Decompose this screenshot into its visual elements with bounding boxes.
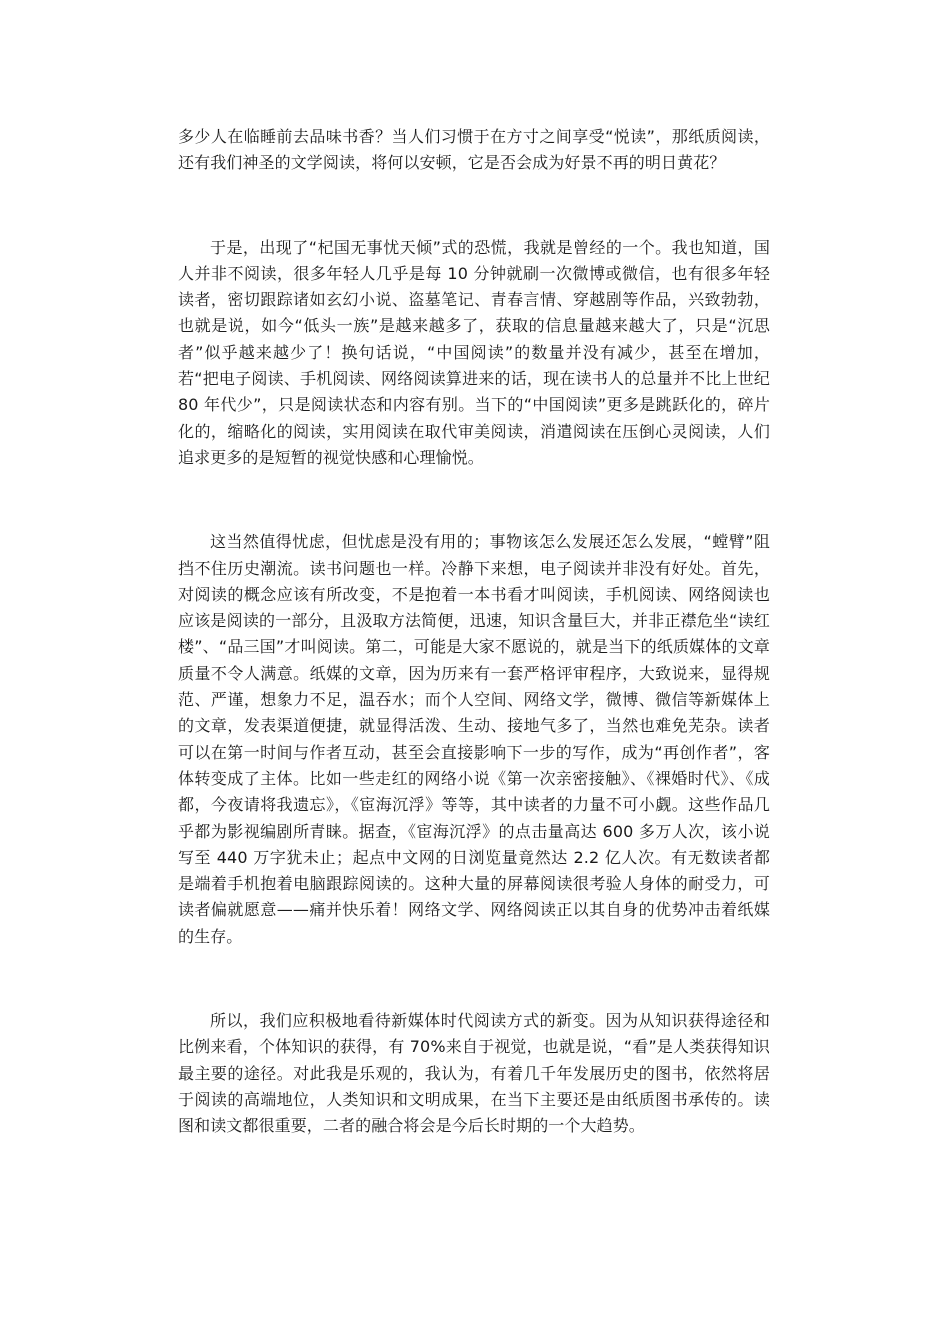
paragraph-2: 于是，出现了“杞国无事忧天倾”式的恐慌，我就是曾经的一个。我也知道，国人并非不阅读，很多年轻人几乎是每 10 分钟就刷一次微博或微信，也有很多年轻读者，密切跟踪诸如玄幻小说、盗墓笔记、青春言情、穿越剧等作品，兴致勃勃，也就是说，如今“低头一族”是越来越多了，获取的信息量越来越大了，只是“沉思者”似乎越来越少了！换句话说，“中国阅读”的数量并没有减少，甚至在增加，若“把电子阅读、手机阅读、网络阅读算进来的话，现在读书人的总量并不比上世纪 80 年代少”，只是阅读状态和内容有别。当下的“中国阅读”更多是跳跃化的，碎片化的，缩略化的阅读，实用阅读在取代审美阅读，消遣阅读在压倒心灵阅读，人们追求更多的是短暂的视觉快感和心理愉悦。 <box>178 237 770 467</box>
paragraph-spacer <box>178 950 770 1008</box>
paragraph-4: 所以，我们应积极地看待新媒体时代阅读方式的新变。因为从知识获得途径和比例来看，个体知识的获得，有 70%来自于视觉，也就是说，“看”是人类获得知识最主要的途径。对此我是乐观的，我认为，有着几千年发展历史的图书，依然将居于阅读的高端地位，人类知识和文明成果，在当下主要还是由纸质图书承传的。读图和读文都很重要，二者的融合将会是今后长时期的一个大趋势。 <box>178 1011 770 1136</box>
paragraph-1: 多少人在临睡前去品味书香？当人们习惯于在方寸之间享受“悦读”，那纸质阅读，还有我们神圣的文学阅读，将何以安顿，它是否会成为好景不再的明日黄花？ <box>178 127 770 173</box>
article-body <box>178 124 770 1140</box>
paragraph-3: 这当然值得忧虑，但忧虑是没有用的；事物该怎么发展还怎么发展，“螳臂”阻挡不住历史潮流。读书问题也一样。冷静下来想，电子阅读并非没有好处。首先，对阅读的概念应该有所改变，不是抱着一本书看才叫阅读，手机阅读、网络阅读也应该是阅读的一部分，且汲取方法简便，迅速，知识含量巨大，并非正襟危坐“读红楼”、“品三国”才叫阅读。第二，可能是大家不愿说的，就是当下的纸质媒体的文章质量不令人满意。纸媒的文章，因为历来有一套严格评审程序，大致说来，显得规范、严谨，想象力不足，温吞水；而个人空间、网络文学，微博、微信等新媒体上的文章，发表渠道便捷，就显得活泼、生动、接地气多了，当然也难免芜杂。读者可以在第一时间与作者互动，甚至会直接影响下一步的写作，成为“再创作者”，客体转变成了主体。比如一些走红的网络小说《第一次亲密接触》、《裸婚时代》、《成都，今夜请将我遗忘》，《宦海沉浮》等等，其中读者的力量不可小觑。这些作品几乎都为影视编剧所青睐。据查，《宦海沉浮》的点击量高达 600 多万人次，该小说写至 440 万字犹未止；起点中文网的日浏览量竟然达 2.2 亿人次。有无数读者都是端着手机抱着电脑跟踪阅读的。这种大量的屏幕阅读很考验人身体的耐受力，可读者偏就愿意——痛并快乐着！网络文学、网络阅读正以其自身的优势冲击着纸媒的生存。 <box>178 532 770 946</box>
paragraph-spacer <box>178 177 770 235</box>
paragraph-spacer <box>178 471 770 529</box>
